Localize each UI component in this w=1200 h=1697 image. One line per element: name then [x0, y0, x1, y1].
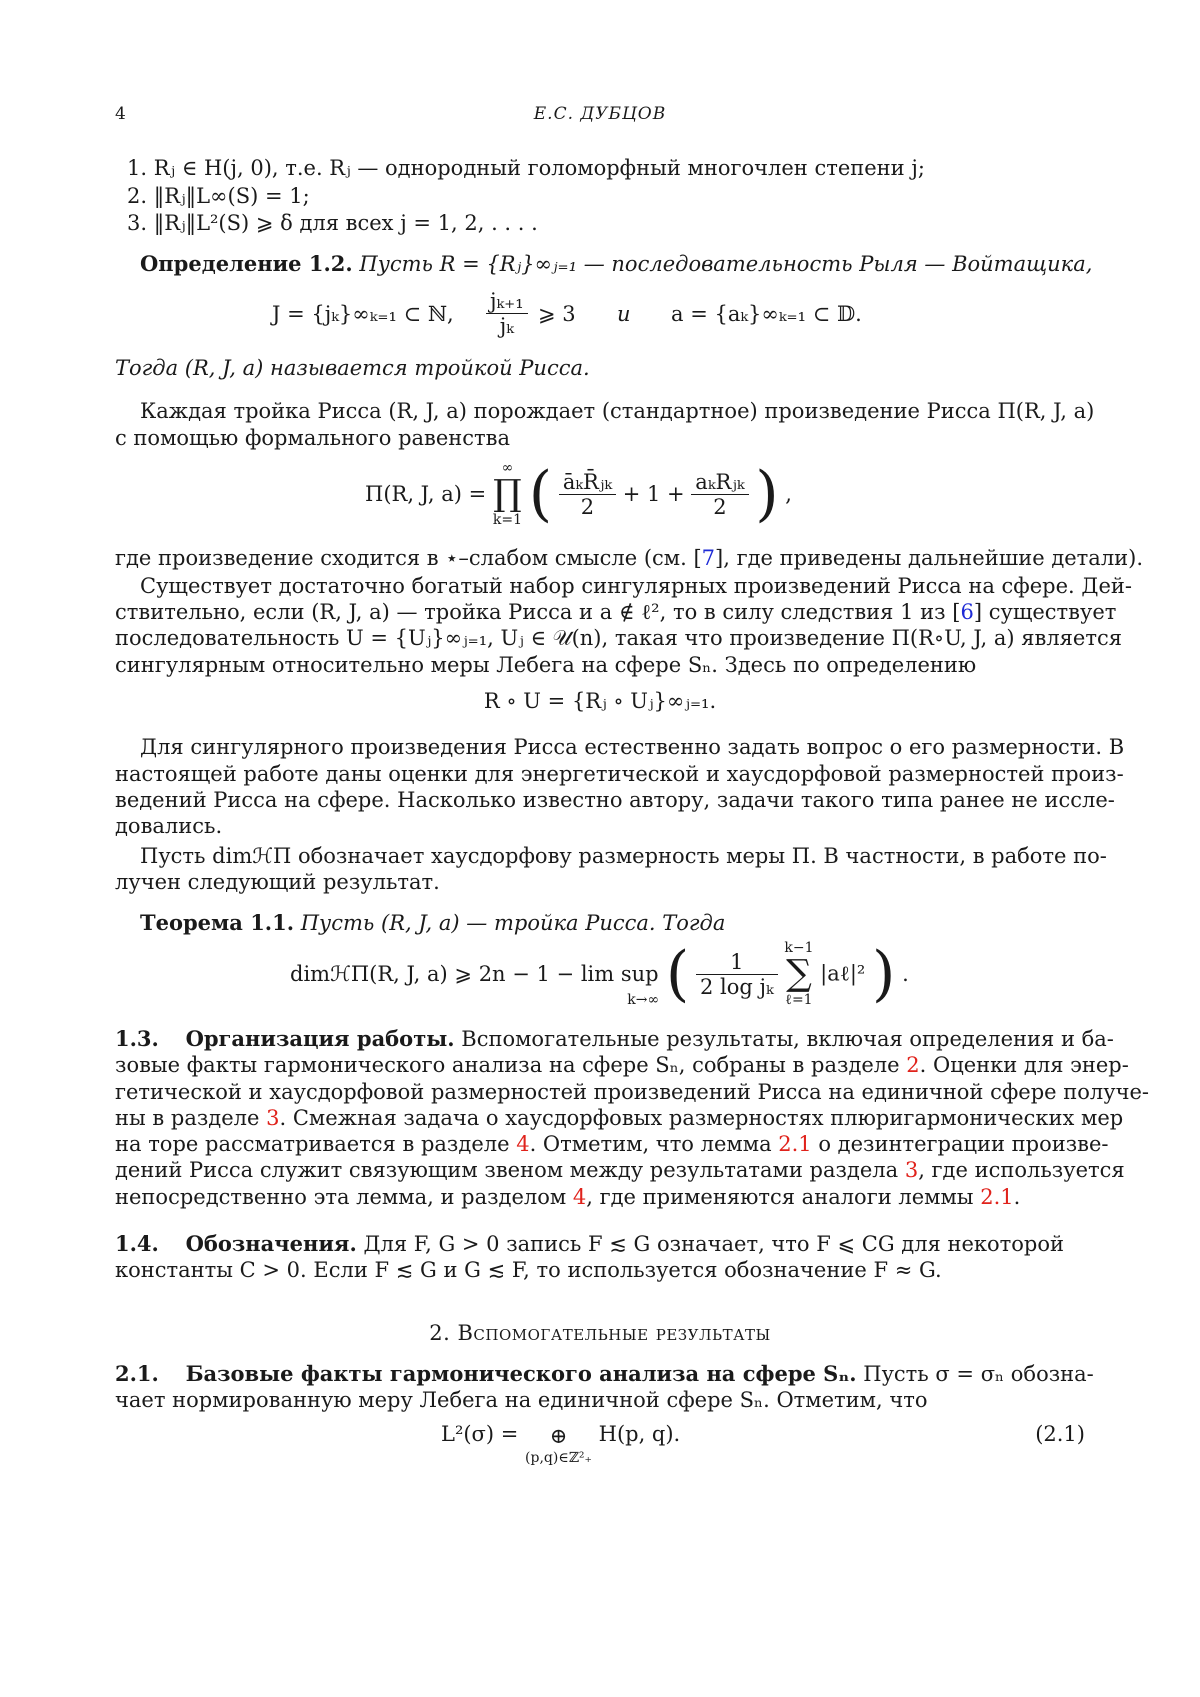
section-link[interactable]: 3 [266, 1106, 280, 1130]
paragraph-line: Каждая тройка Рисса (R, J, a) порождает (стандартное) произведение Рисса Π(R, J, a) [140, 399, 1095, 423]
list-item: 1. Rⱼ ∈ H(j, 0), т.е. Rⱼ — однородный голоморфный многочлен степени j; [127, 156, 925, 180]
paragraph-line [115, 1130, 1109, 1158]
paragraph-line: Пусть dimℋΠ обозначает хаусдорфову размерность меры Π. В частности, в работе по- [140, 844, 1107, 868]
theorem-text: Пусть (R, J, a) — тройка Рисса. Тогда [300, 911, 726, 935]
theorem-label: Теорема 1.1. [140, 910, 295, 935]
thm-limsub: k→∞ [627, 992, 660, 1008]
text-span: . [1013, 1185, 1021, 1209]
thm-den: 2 log jₖ [699, 974, 774, 999]
product-symbol: ∏ [493, 473, 522, 514]
eq-prod-bottom: k=1 [492, 512, 523, 528]
eq-den1: 2 [580, 494, 595, 519]
section-2-1 [115, 1360, 1094, 1388]
section-title: Организация работы. [185, 1026, 455, 1051]
thm-sum-top: k−1 [784, 940, 814, 956]
section-title: Обозначения. [185, 1231, 357, 1256]
paragraph-line [115, 1156, 1125, 1184]
section-1-4 [115, 1230, 1085, 1258]
text-span: ] существует [973, 600, 1117, 624]
section-title: Базовые факты гармонического анализа на сфере Sₙ. [185, 1361, 857, 1386]
definition-text: Пусть R = {Rⱼ}∞ⱼ₌₁ — последовательность Рыля — Войтащика, [359, 252, 1093, 276]
paragraph-line [115, 1183, 1085, 1211]
equation-composition: R ∘ U = {Rⱼ ∘ Uⱼ}∞ⱼ₌₁. [483, 689, 717, 713]
definition-closing: Тогда (R, J, a) называется тройкой Рисса. [115, 356, 590, 380]
section-link[interactable]: 3 [904, 1158, 919, 1182]
theorem-equation: dimℋΠ(R, J, a) ⩾ 2n − 1 − lim sup k→∞ ( $\frac{1}{\text{2 log jₖ}}$ k−1 ∑ ℓ=1 |aℓ|² ) . [290, 939, 909, 1009]
text-span: непосредственно эта лемма, и разделом [115, 1185, 573, 1209]
thm-tail: . [902, 962, 909, 986]
text-span: ствительно, если (R, J, a) — тройка Рисса и a ∉ ℓ², то в силу следствия 1 из [ [115, 600, 961, 624]
citation-link[interactable]: 7 [701, 546, 716, 570]
formula-a-set: a = {aₖ}∞ₖ₌₁ ⊂ 𝔻. [671, 302, 862, 326]
lemma-link[interactable]: 2.1 [778, 1132, 812, 1156]
thm-num: 1 [696, 950, 778, 975]
section-label: 2.1. [115, 1361, 159, 1386]
definition-formula [272, 302, 454, 326]
section-heading: 2. Вспомогательные результаты [429, 1321, 771, 1345]
text-span: , где применяются аналоги леммы [586, 1185, 981, 1209]
list-item: 3. ‖Rⱼ‖L²(S) ⩾ δ для всех j = 1, 2, . . . . [127, 211, 538, 235]
text-span: дений Рисса служит связующим звеном между результатами раздела [115, 1158, 905, 1182]
text-span: , где используется [918, 1158, 1125, 1182]
summation-symbol: ∑ [786, 953, 812, 994]
fraction-denominator: jₖ [499, 314, 514, 338]
paragraph-line [115, 544, 1144, 572]
paragraph-line: константы C > 0. Если F ≲ G и G ≲ F, то используется обозначение F ≈ G. [115, 1258, 942, 1282]
equation-number: (2.1) [1035, 1422, 1085, 1446]
paragraph-line: сингулярным относительно меры Лебега на сфере Sₙ. Здесь по определению [115, 653, 977, 677]
thm-lhs: dimℋΠ(R, J, a) ⩾ 2n − 1 − lim sup [290, 962, 659, 986]
eq-mid: + 1 + [622, 482, 685, 506]
running-title: Е.С. ДУБЦОВ [533, 104, 667, 124]
eq-num1: āₖR̄ⱼₖ [559, 470, 616, 495]
paragraph-line: лучен следующий результат. [115, 870, 440, 894]
section-label: 1.4. [115, 1231, 159, 1256]
eq21-sub: (p,q)∈ℤ²₊ [525, 1450, 592, 1466]
text-span: на торе рассматривается в разделе [115, 1132, 517, 1156]
formula-ge: ⩾ 3 [538, 302, 576, 326]
eq-num2: aₖRⱼₖ [691, 470, 748, 495]
section-label: 1.3. [115, 1026, 159, 1051]
definition [140, 250, 1093, 278]
paragraph-line [115, 1104, 1124, 1132]
formula-and: и [617, 302, 631, 326]
section-1-3 [115, 1025, 1114, 1053]
text-span: Для F, G > 0 запись F ≲ G означает, что F ⩽ CG для некоторой [363, 1232, 1064, 1256]
paragraph-line: Для сингулярного произведения Рисса естественно задать вопрос о его размерности. В [140, 735, 1125, 759]
paragraph-line [115, 598, 1117, 626]
paragraph-line: с помощью формального равенства [115, 426, 511, 450]
text-span: ны в разделе [115, 1106, 267, 1130]
citation-link[interactable]: 6 [960, 600, 974, 624]
thm-term: |aℓ|² [820, 961, 866, 986]
paragraph-line: настоящей работе даны оценки для энергетической и хаусдорфовой размерностей произ- [115, 762, 1124, 786]
paragraph-line: Существует достаточно богатый набор сингулярных произведений Рисса на сфере. Дей- [140, 574, 1132, 598]
section-link[interactable]: 2 [906, 1053, 920, 1077]
text-span: о дезинтеграции произве- [811, 1132, 1109, 1156]
definition-label: Определение 1.2. [140, 251, 353, 276]
text-span: зовые факты гармонического анализа на сфере Sₙ, собраны в разделе [115, 1053, 907, 1077]
text-span: где произведение сходится в ⋆–слабом смысле (см. [ [115, 546, 702, 570]
equation-2-1 [441, 1422, 680, 1466]
paragraph-line: довались. [115, 814, 223, 838]
theorem [140, 909, 1085, 937]
text-span: ], где приведены дальнейшие детали). [715, 546, 1144, 570]
equation-product: Π(R, J, a) = ∞ ∏ k=1 ( $\frac{\text{āₖR̄ⱼₖ}}{2}$ + 1 + $\frac{\text{aₖRⱼₖ}}{2}$ ) , [365, 459, 792, 529]
text-span: . Оценки для энер- [919, 1053, 1129, 1077]
eq-den2: 2 [713, 494, 727, 519]
section-link[interactable]: 4 [516, 1132, 530, 1156]
section-link[interactable]: 4 [572, 1185, 587, 1209]
paragraph-line: ведений Рисса на сфере. Насколько известно автору, задачи такого типа ранее не иссле- [115, 788, 1115, 812]
eq-lhs: Π(R, J, a) = [365, 482, 487, 506]
direct-sum-symbol: ⊕ [549, 1424, 568, 1448]
page-number: 4 [115, 104, 126, 124]
paragraph-line: последовательность U = {Uⱼ}∞ⱼ₌₁, Uⱼ ∈ 𝒰(n), такая что произведение Π(R∘U, J, a) является [115, 626, 1122, 650]
eq21-lhs: L²(σ) = [441, 1422, 519, 1446]
eq21-rhs: H(p, q). [598, 1422, 681, 1446]
definition-fraction [486, 289, 528, 338]
lemma-link[interactable]: 2.1 [980, 1185, 1014, 1209]
list-item: 2. ‖Rⱼ‖L∞(S) = 1; [127, 184, 310, 208]
text-span: . Смежная задача о хаусдорфовых размерностях плюригармонических мер [279, 1106, 1124, 1130]
thm-sum-bottom: ℓ=1 [785, 992, 813, 1008]
text-span: . Отметим, что лемма [529, 1132, 779, 1156]
text-span: Вспомогательные результаты, включая определения и ба- [461, 1027, 1114, 1051]
eq-prod-top: ∞ [501, 460, 514, 476]
text-span: Пусть σ = σₙ обозна- [863, 1362, 1094, 1386]
eq-tail: , [785, 482, 792, 506]
formula-j-set: J = {jₖ}∞ₖ₌₁ ⊂ ℕ, [272, 302, 454, 326]
fraction-numerator: jₖ₊₁ [486, 289, 528, 314]
paragraph-line: гетической и хаусдорфовой размерностей произведений Рисса на единичной сфере получе- [115, 1080, 1149, 1104]
paragraph-line [115, 1051, 1129, 1079]
paragraph-line: чает нормированную меру Лебега на единичной сфере Sₙ. Отметим, что [115, 1388, 928, 1412]
